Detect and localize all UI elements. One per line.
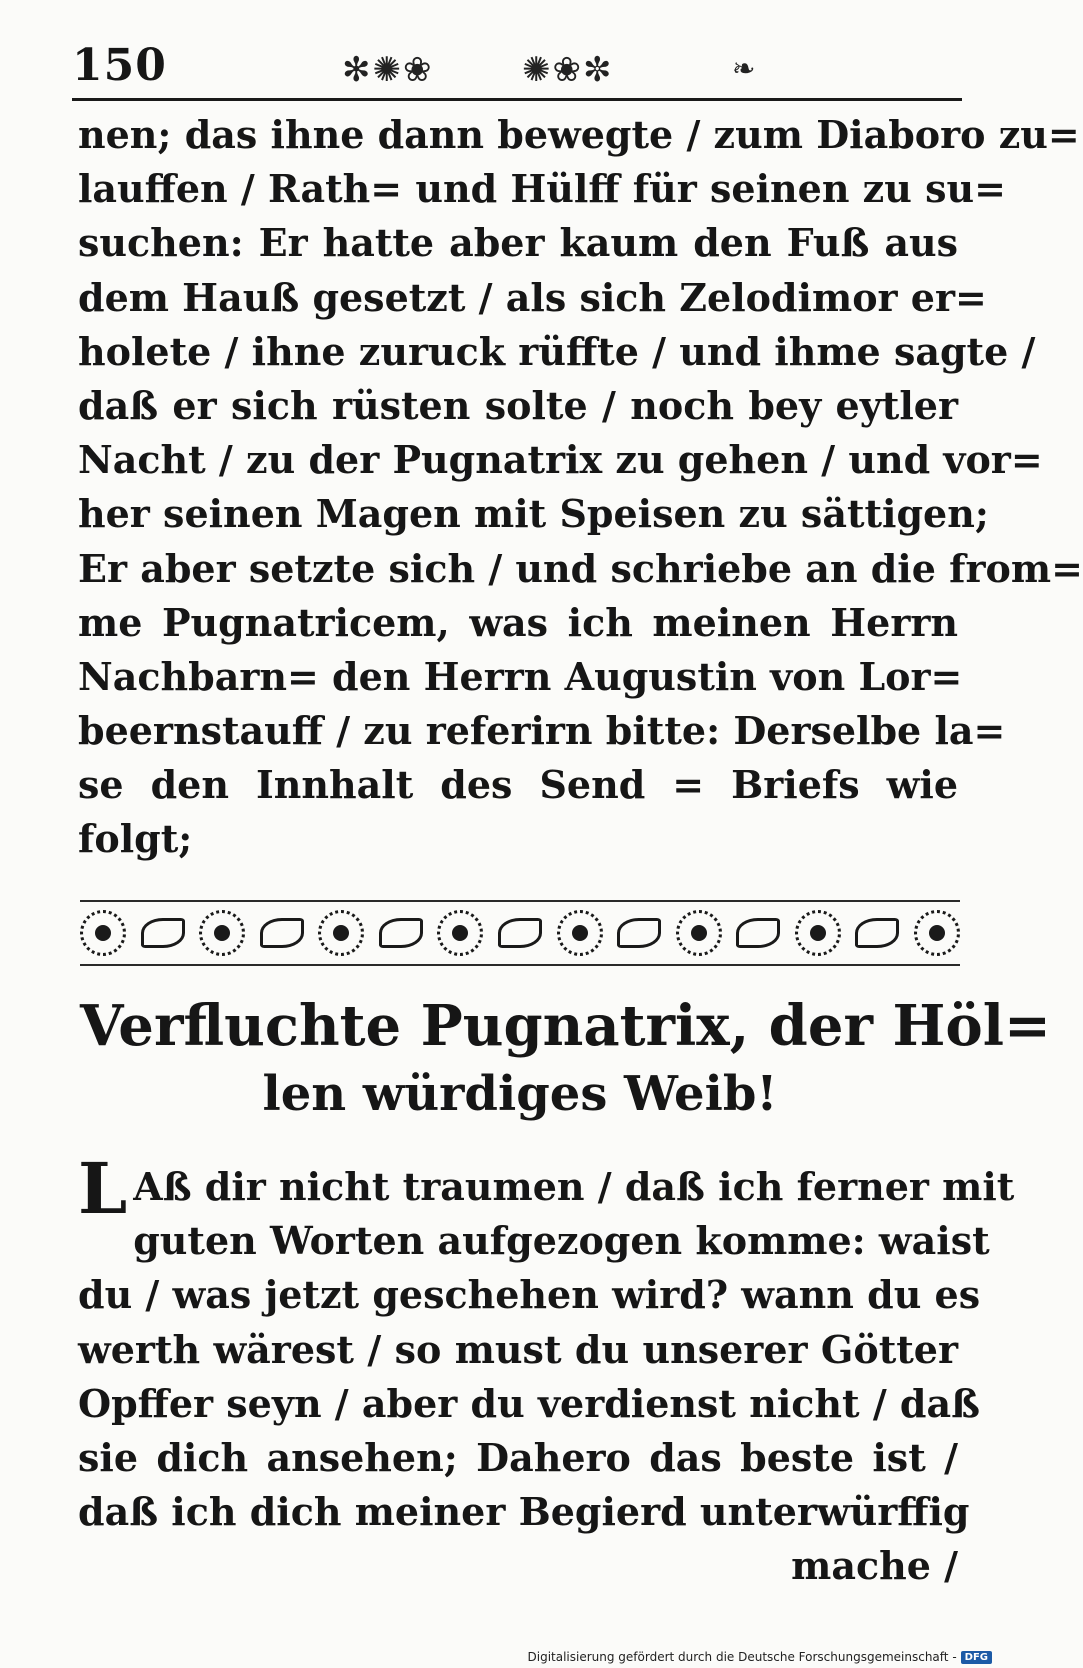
- header-ornament-left: ✻✺❀: [342, 50, 434, 90]
- text-line: werth wärest / so must du unserer Götter: [78, 1326, 958, 1372]
- footer-text: Digitalisierung gefördert durch die Deutsche Forschungsgemeinschaft -: [527, 1650, 957, 1664]
- text-line: Nacht / zu der Pugnatrix zu gehen / und vor=: [78, 437, 1043, 483]
- body-paragraph: [78, 108, 1083, 867]
- digitization-footer: [528, 1650, 993, 1664]
- text-line: dem Hauß gesetzt / als sich Zelodimor er=: [78, 274, 987, 320]
- rosette-ornament-icon: [437, 910, 483, 956]
- text-line: holete / ihne zuruck rüffte / und ihme sagte /: [78, 328, 1036, 374]
- text-line: Opffer seyn / aber du verdienst nicht / daß: [78, 1380, 980, 1426]
- text-line: se den Innhalt des Send = Briefs wie: [78, 762, 958, 808]
- header-ornament-right: ❧: [732, 52, 758, 85]
- heading-line-2: len würdiges Weib!: [262, 1066, 778, 1122]
- dfg-logo: DFG: [961, 1651, 992, 1664]
- text-line: her seinen Magen mit Speisen zu sättigen;: [78, 491, 989, 537]
- rosette-ornament-icon: [199, 910, 245, 956]
- drop-cap: L: [78, 1147, 128, 1230]
- text-line: beernstauff / zu referirn bitte: Derselbe la=: [78, 708, 1006, 754]
- scroll-ornament-icon: [498, 918, 542, 948]
- scroll-ornament-icon: [855, 918, 899, 948]
- catchword: mache /: [791, 1543, 958, 1589]
- text-line: guten Worten aufgezogen komme: waist: [133, 1218, 990, 1264]
- rosette-ornament-icon: [914, 910, 960, 956]
- rosette-ornament-icon: [557, 910, 603, 956]
- text-line: daß ich dich meiner Begierd unterwürffig: [78, 1489, 970, 1535]
- scroll-ornament-icon: [617, 918, 661, 948]
- rosette-ornament-icon: [795, 910, 841, 956]
- scroll-ornament-icon: [260, 918, 304, 948]
- decorative-ornament-band: [80, 900, 960, 966]
- text-line: lauffen / Rath= und Hülff für seinen zu su=: [78, 166, 1006, 212]
- text-line: nen; das ihne dann bewegte / zum Diaboro zu=: [78, 112, 1080, 157]
- scroll-ornament-icon: [141, 918, 185, 948]
- scroll-ornament-icon: [736, 918, 780, 948]
- text-line: daß er sich rüsten solte / noch bey eytler: [78, 382, 958, 428]
- text-line: folgt;: [78, 816, 193, 862]
- heading-line-1: Verfluchte Pugnatrix, der Höl=: [80, 993, 1051, 1059]
- text-line: suchen: Er hatte aber kaum den Fuß aus: [78, 220, 958, 266]
- scroll-ornament-icon: [379, 918, 423, 948]
- rosette-ornament-icon: [318, 910, 364, 956]
- text-line: Er aber setzte sich / und schriebe an die from=: [78, 545, 1083, 591]
- letter-paragraph: [78, 1147, 1015, 1594]
- text-line: du / was jetzt geschehen wird? wann du es: [78, 1272, 981, 1318]
- page-header: [72, 38, 962, 98]
- header-rule: [72, 98, 962, 101]
- text-line: Nachbarn= den Herrn Augustin von Lor=: [78, 653, 963, 699]
- letter-heading: [80, 990, 1051, 1126]
- page-number: 150: [72, 40, 167, 91]
- header-ornament-center: ✺❀✼: [522, 50, 614, 90]
- rosette-ornament-icon: [80, 910, 126, 956]
- text-line: Aß dir nicht traumen / daß ich ferner mit: [133, 1164, 1015, 1209]
- text-line: sie dich ansehen; Dahero das beste ist /: [78, 1434, 958, 1480]
- text-line: me Pugnatricem, was ich meinen Herrn: [78, 599, 958, 645]
- rosette-ornament-icon: [676, 910, 722, 956]
